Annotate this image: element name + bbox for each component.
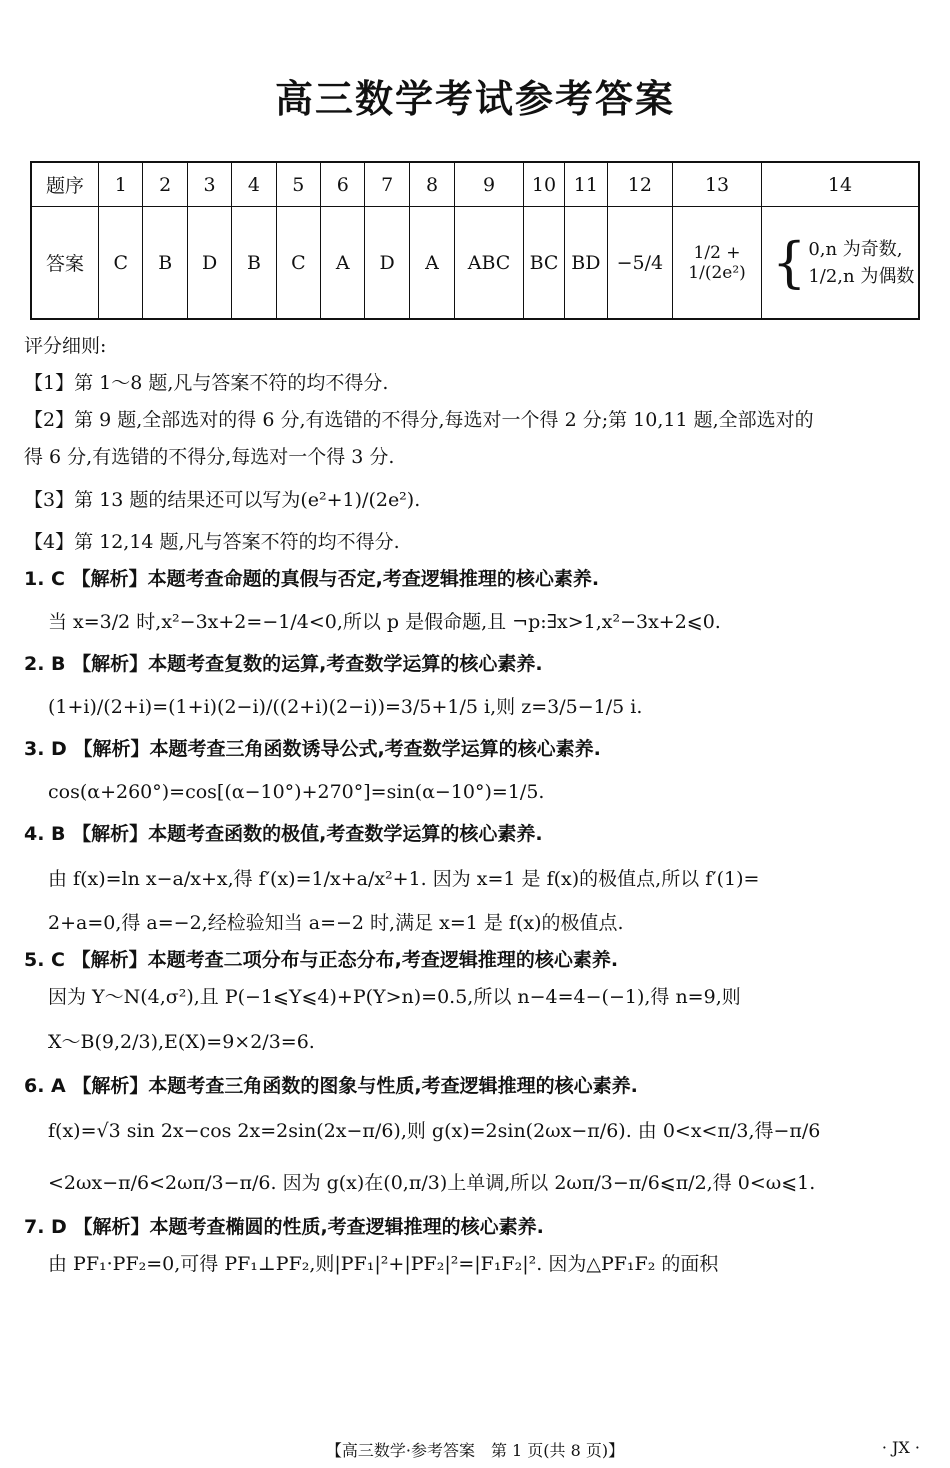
solution-heading-3: 3. D 【解析】本题考查三角函数诱导公式,考查数学运算的核心素养. [24, 738, 601, 760]
answer-table [30, 161, 920, 320]
solution-text: 2+a=0,得 a=−2,经检验知当 a=−2 时,满足 x=1 是 f(x)的极值点. [48, 912, 624, 934]
solution-text: 由 PF₁·PF₂=0,可得 PF₁⊥PF₂,则|PF₁|²+|PF₂|²=|F₁F₂|². 因为△PF₁F₂ 的面积 [48, 1253, 719, 1275]
footer-tag: · JX · [881, 1438, 920, 1457]
answer-cell: C [99, 207, 143, 320]
scoring-rule: 【1】第 1～8 题,凡与答案不符的均不得分. [24, 372, 389, 394]
piecewise-answer [762, 230, 918, 294]
question-number: 7 [365, 162, 409, 207]
piecewise-line-odd: 0,n 为奇数, [808, 238, 903, 260]
answer-cell: D [365, 207, 409, 320]
question-number: 6 [321, 162, 365, 207]
table-answer-row [31, 207, 919, 320]
question-number: 14 [761, 162, 919, 207]
solution-text: f(x)=√3 sin 2x−cos 2x=2sin(2x−π/6),则 g(x)=2sin(2ωx−π/6). 由 0<x<π/3,得−π/6 [48, 1120, 821, 1142]
solution-text: cos(α+260°)=cos[(α−10°)+270°]=sin(α−10°)=1/5. [48, 781, 545, 803]
solution-heading-2: 2. B 【解析】本题考查复数的运算,考查数学运算的核心素养. [24, 653, 543, 675]
question-number: 4 [232, 162, 276, 207]
answer-cell: D [187, 207, 231, 320]
answer-cell: A [321, 207, 365, 320]
page-title: 高三数学考试参考答案 [274, 77, 675, 121]
solution-heading-7: 7. D 【解析】本题考查椭圆的性质,考查逻辑推理的核心素养. [24, 1216, 544, 1238]
answer-label: 答案 [31, 207, 99, 320]
question-number: 9 [455, 162, 524, 207]
solution-text: 当 x=3/2 时,x²−3x+2=−1/4<0,所以 p 是假命题,且 ¬p:∃x>1,x²−3x+2⩽0. [48, 611, 721, 633]
answer-cell: ABC [455, 207, 524, 320]
answer-cell-13: 1/2 + 1/(2e²) [673, 207, 762, 320]
question-number: 11 [565, 162, 607, 207]
piecewise-lines [808, 236, 914, 290]
solution-heading-1: 1. C 【解析】本题考查命题的真假与否定,考查逻辑推理的核心素养. [24, 568, 600, 590]
piecewise-line-even: 1/2,n 为偶数 [808, 265, 915, 287]
answer-cell-14 [761, 207, 919, 320]
answer-cell: BC [523, 207, 564, 320]
scoring-heading: 评分细则: [24, 335, 107, 357]
question-number: 8 [409, 162, 454, 207]
brace-icon: { [771, 230, 807, 294]
solution-heading-4: 4. B 【解析】本题考查函数的极值,考查数学运算的核心素养. [24, 823, 543, 845]
solution-heading-6: 6. A 【解析】本题考查三角函数的图象与性质,考查逻辑推理的核心素养. [24, 1075, 638, 1097]
question-number: 13 [673, 162, 762, 207]
solution-body [24, 328, 929, 1283]
question-number: 10 [523, 162, 564, 207]
question-number: 3 [187, 162, 231, 207]
answer-cell: A [409, 207, 454, 320]
header-label: 题序 [31, 162, 99, 207]
page-footer: 【高三数学·参考答案 第 1 页(共 8 页)】 [325, 1441, 625, 1460]
question-number: 5 [276, 162, 320, 207]
scoring-rule: 得 6 分,有选错的不得分,每选对一个得 3 分. [24, 446, 395, 468]
solution-text: 由 f(x)=ln x−a/x+x,得 f′(x)=1/x+a/x²+1. 因为 x=1 是 f(x)的极值点,所以 f′(1)= [48, 868, 760, 890]
solution-heading-5: 5. C 【解析】本题考查二项分布与正态分布,考查逻辑推理的核心素养. [24, 949, 619, 971]
answer-cell: B [232, 207, 276, 320]
solution-text: X～B(9,2/3),E(X)=9×2/3=6. [48, 1031, 315, 1053]
answer-cell-12: −5/4 [607, 207, 673, 320]
question-number: 1 [99, 162, 143, 207]
question-number: 2 [143, 162, 187, 207]
table-header-row [31, 162, 919, 207]
answer-cell: C [276, 207, 320, 320]
solution-text: <2ωx−π/6<2ωπ/3−π/6. 因为 g(x)在(0,π/3)上单调,所以 2ωπ/3−π/6⩽π/2,得 0<ω⩽1. [48, 1172, 816, 1194]
answer-cell: BD [565, 207, 607, 320]
answer-cell: B [143, 207, 187, 320]
question-number: 12 [607, 162, 673, 207]
scoring-rule: 【3】第 13 题的结果还可以写为(e²+1)/(2e²). [24, 489, 421, 511]
solution-text: (1+i)/(2+i)=(1+i)(2−i)/((2+i)(2−i))=3/5+1/5 i,则 z=3/5−1/5 i. [48, 696, 643, 718]
solution-text: 因为 Y～N(4,σ²),且 P(−1⩽Y⩽4)+P(Y>n)=0.5,所以 n−4=4−(−1),得 n=9,则 [48, 986, 741, 1008]
scoring-rule: 【2】第 9 题,全部选对的得 6 分,有选错的不得分,每选对一个得 2 分;第 10,11 题,全部选对的 [24, 409, 814, 431]
scoring-rule: 【4】第 12,14 题,凡与答案不符的均不得分. [24, 531, 400, 553]
